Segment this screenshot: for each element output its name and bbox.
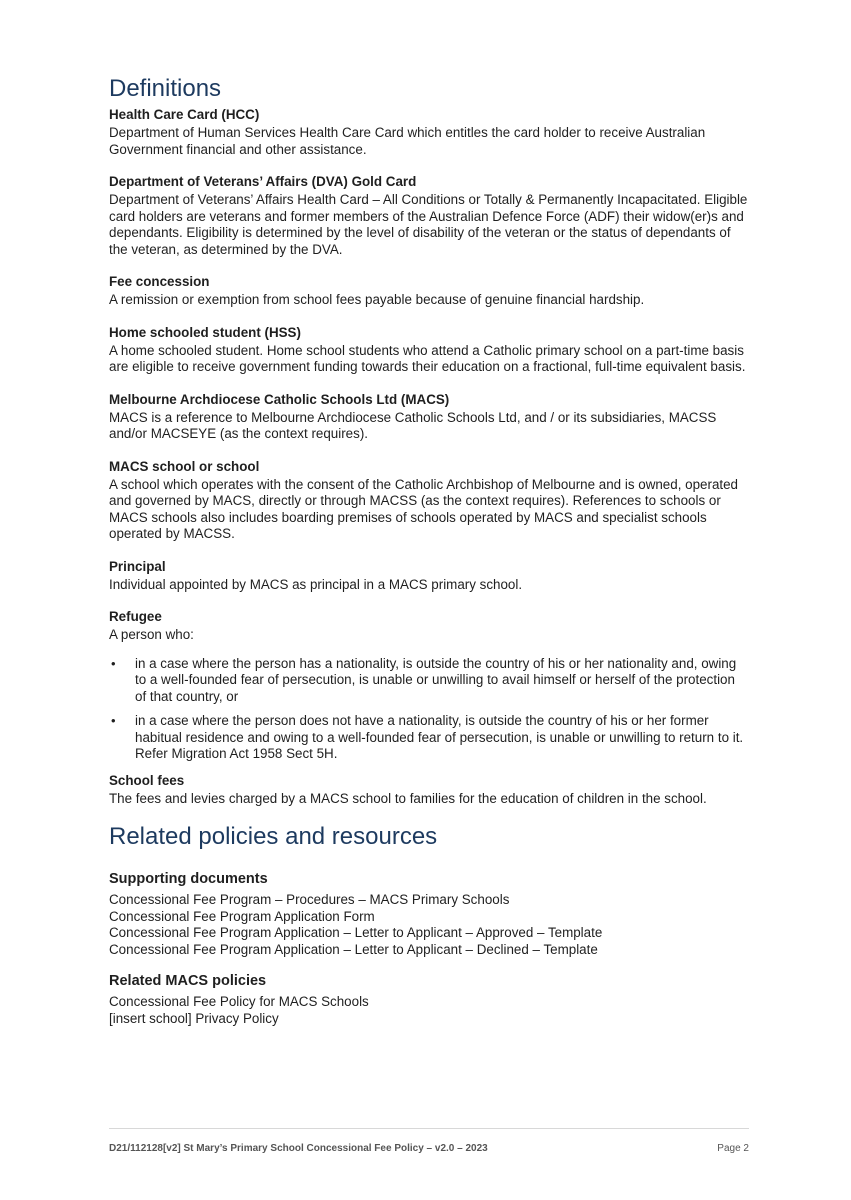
term-description: A person who: xyxy=(109,627,194,642)
definition-term xyxy=(109,273,749,309)
page-footer xyxy=(109,1128,749,1154)
definition-term xyxy=(109,106,749,158)
definition-term xyxy=(109,173,749,258)
document-page xyxy=(109,74,749,1027)
refugee-bullet-list xyxy=(109,656,749,763)
related-heading: Related policies and resources xyxy=(109,823,438,850)
term-title: Department of Veterans’ Affairs (DVA) Gold Card xyxy=(109,174,417,189)
list-item: Concessional Fee Program – Procedures – MACS Primary Schools xyxy=(109,892,510,907)
list-item: [insert school] Privacy Policy xyxy=(109,1010,279,1026)
definitions-heading: Definitions xyxy=(109,75,222,102)
term-title: School fees xyxy=(109,772,185,788)
definition-term xyxy=(109,458,749,543)
term-description: Individual appointed by MACS as principal in a MACS primary school. xyxy=(109,576,523,592)
term-description: MACS is a reference to Melbourne Archdiocese Catholic Schools Ltd, and / or its subsidiaries, MACSS and/or MACSEYE (as the context requires). xyxy=(109,409,717,441)
page-number: Page 2 xyxy=(717,1143,749,1154)
related-policies-list xyxy=(109,994,749,1027)
supporting-documents-title: Supporting documents xyxy=(109,871,268,887)
bullet-text: in a case where the person does not have a nationality, is outside the country of his or her former habitual residence and owing to a well-founded fear of persecution, is unable or unwilling to return to it. Refer Migration Act 1958 Sect 5H. xyxy=(135,713,744,761)
term-description: Department of Human Services Health Care Card which entitles the card holder to receive Australian Government financial and other assistance. xyxy=(109,125,706,157)
term-description: The fees and levies charged by a MACS school to families for the education of children in the school. xyxy=(109,790,707,806)
document-reference: D21/112128[v2] St Mary’s Primary School Concessional Fee Policy – v2.0 – 2023 xyxy=(109,1143,488,1154)
term-title: Home schooled student (HSS) xyxy=(109,324,301,340)
supporting-documents-list xyxy=(109,892,749,958)
definition-term-refugee xyxy=(109,608,749,763)
term-title: Health Care Card (HCC) xyxy=(109,107,260,122)
list-item: Concessional Fee Program Application Form xyxy=(109,908,375,924)
term-title: MACS school or school xyxy=(109,458,260,474)
term-description: Department of Veterans’ Affairs Health Card – All Conditions or Totally & Permanently Incapacitated. Eligible card holders are veterans and former members of the Australian Defence Force (ADF) their widow(er)s and dependants. Eligibility is determined by the level of disability of the veteran or the status of dependants of the veteran, as determined by the DVA. xyxy=(109,192,748,257)
term-title: Refugee xyxy=(109,609,162,624)
term-title: Principal xyxy=(109,558,166,574)
list-item: Concessional Fee Policy for MACS Schools xyxy=(109,994,369,1009)
bullet-icon: • xyxy=(111,713,116,728)
list-item xyxy=(109,656,749,706)
term-description: A remission or exemption from school fees payable because of genuine financial hardship. xyxy=(109,292,645,307)
term-title: Fee concession xyxy=(109,274,210,289)
related-policies-title: Related MACS policies xyxy=(109,973,267,989)
term-description: A home schooled student. Home school students who attend a Catholic primary school on a part-time basis are eligible to receive government funding towards their education on a fractional, full-time equivalent basis. xyxy=(109,342,746,374)
supporting-documents-section xyxy=(109,870,749,958)
list-item: Concessional Fee Program Application – Letter to Applicant – Approved – Template xyxy=(109,925,603,940)
bullet-text: in a case where the person has a nationality, is outside the country of his or her nationality and, owing to a well-founded fear of persecution, is unable or unwilling to avail himself or herself of the protection of that country, or xyxy=(135,655,737,704)
term-title: Melbourne Archdiocese Catholic Schools Ltd (MACS) xyxy=(109,391,450,407)
list-item xyxy=(109,713,749,763)
definition-term xyxy=(109,772,749,808)
definition-term xyxy=(109,324,749,376)
bullet-icon: • xyxy=(111,655,116,671)
list-item: Concessional Fee Program Application – Letter to Applicant – Declined – Template xyxy=(109,941,598,957)
term-description: A school which operates with the consent of the Catholic Archbishop of Melbourne and is owned, operated and governed by MACS, directly or through MACSS (as the context requires). References to schools or MACS schools also includes boarding premises of schools operated by MACS and specialist schools operated by MACSS. xyxy=(109,476,739,541)
related-policies-section xyxy=(109,972,749,1027)
definition-term xyxy=(109,558,749,594)
definition-term xyxy=(109,391,749,443)
